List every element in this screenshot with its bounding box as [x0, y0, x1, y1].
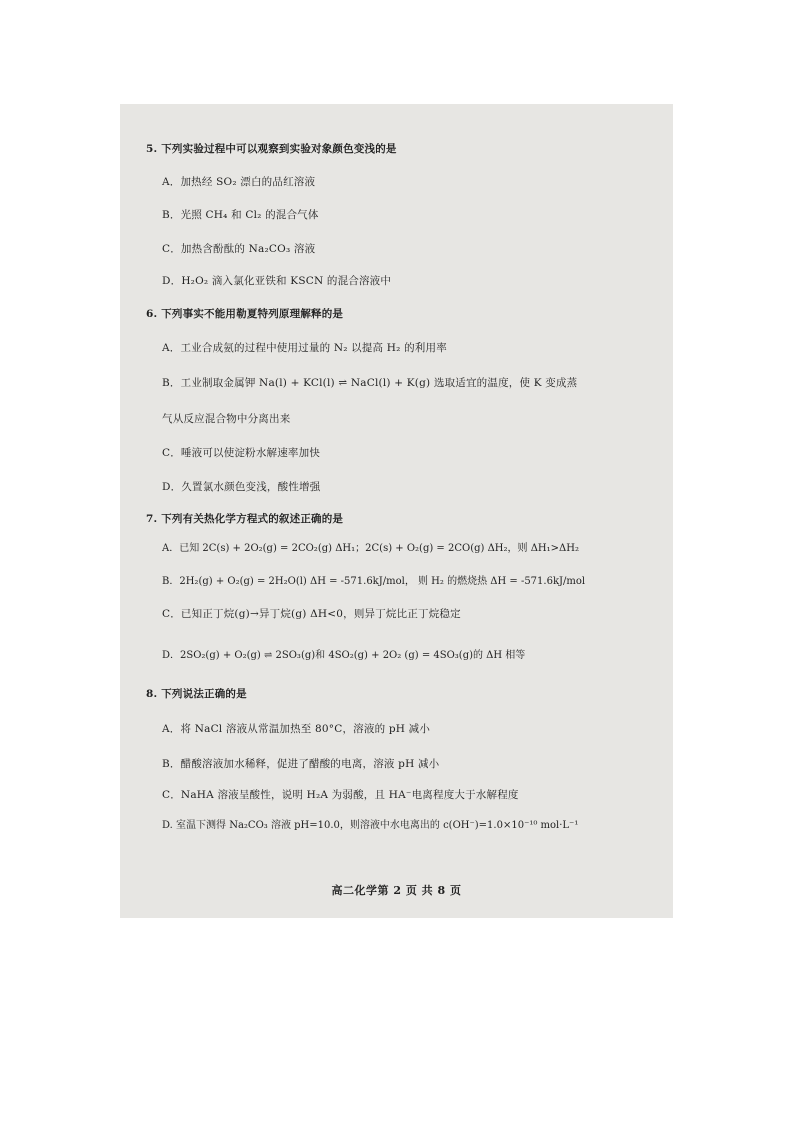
question-7-stem: 7. 下列有关热化学方程式的叙述正确的是 [146, 513, 344, 525]
question-7-option-a: A．已知 2C(s) + 2O₂(g) = 2CO₂(g) ΔH₁；2C(s) + O₂(g) = 2CO(g) ΔH₂，则 ΔH₁>ΔH₂ [162, 543, 579, 554]
page-footer: 高二化学第 2 页 共 8 页 [331, 884, 462, 897]
question-5-option-a: A．加热经 SO₂ 漂白的品红溶液 [162, 176, 316, 188]
question-6-option-a: A．工业合成氨的过程中使用过量的 N₂ 以提高 H₂ 的利用率 [162, 342, 447, 354]
question-6-option-b: B．工业制取金属钾 Na(l) + KCl(l) ⇌ NaCl(l) + K(g) 选取适宜的温度，使 K 变成蒸 [162, 377, 578, 389]
question-7-option-c: C．已知正丁烷(g)→异丁烷(g) ΔH<0，则异丁烷比正丁烷稳定 [162, 608, 461, 620]
question-8-option-b: B．醋酸溶液加水稀释，促进了醋酸的电离，溶液 pH 减小 [162, 758, 440, 770]
question-5-option-c: C．加热含酚酞的 Na₂CO₃ 溶液 [162, 243, 316, 255]
question-5-stem: 5. 下列实验过程中可以观察到实验对象颜色变浅的是 [146, 143, 397, 155]
question-6-stem: 6. 下列事实不能用勒夏特列原理解释的是 [146, 308, 344, 320]
exam-page [120, 104, 673, 918]
question-6-option-d: D．久置氯水颜色变浅，酸性增强 [162, 481, 321, 493]
question-5-option-d: D．H₂O₂ 滴入氯化亚铁和 KSCN 的混合溶液中 [162, 275, 392, 287]
question-7-option-d: D．2SO₂(g) + O₂(g) ⇌ 2SO₃(g)和 4SO₂(g) + 2O₂ (g) = 4SO₃(g)的 ΔH 相等 [162, 650, 526, 661]
question-6-option-c: C．唾液可以使淀粉水解速率加快 [162, 447, 321, 459]
question-8-stem: 8. 下列说法正确的是 [146, 688, 247, 700]
question-8-option-c: C．NaHA 溶液呈酸性，说明 H₂A 为弱酸，且 HA⁻电离程度大于水解程度 [162, 789, 519, 801]
question-8-option-d: D. 室温下测得 Na₂CO₃ 溶液 pH=10.0，则溶液中水电离出的 c(OH⁻)=1.0×10⁻¹⁰ mol·L⁻¹ [162, 820, 579, 831]
question-8-option-a: A．将 NaCl 溶液从常温加热至 80°C，溶液的 pH 减小 [162, 723, 431, 735]
question-7-option-b: B．2H₂(g) + O₂(g) = 2H₂O(l) ΔH = -571.6kJ/mol， 则 H₂ 的燃烧热 ΔH = -571.6kJ/mol [162, 576, 586, 587]
question-5-option-b: B．光照 CH₄ 和 Cl₂ 的混合气体 [162, 209, 319, 221]
question-6-option-b-continued: 气从反应混合物中分离出来 [162, 413, 291, 425]
